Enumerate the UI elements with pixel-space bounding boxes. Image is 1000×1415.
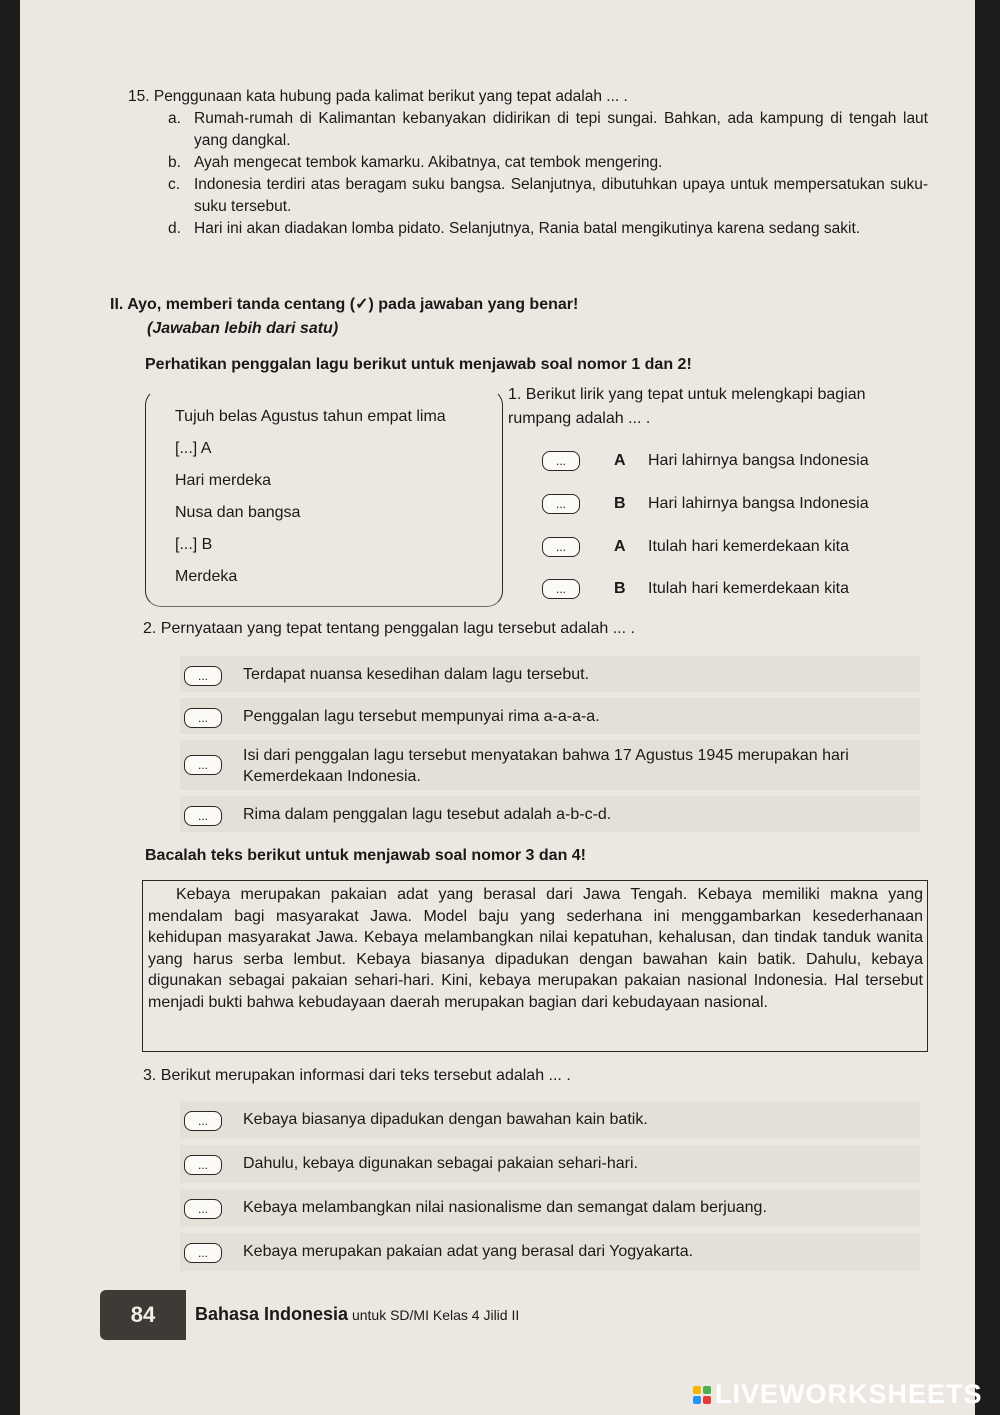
question-15-option-c: c. Indonesia terdiri atas beragam suku bangsa. Selanjutnya, dibutuhkan upaya untuk mempersatukan suku-suku tersebut. [168, 176, 928, 215]
answer-checkbox[interactable]: ... [542, 579, 580, 599]
answer-checkbox[interactable]: ... [184, 1111, 222, 1131]
option-text: Kebaya merupakan pakaian adat yang berasal dari Yogyakarta. [243, 1243, 694, 1260]
question-1-option [542, 451, 869, 471]
page-number: 84 [100, 1290, 186, 1340]
book-title: Bahasa Indonesia untuk SD/MI Kelas 4 Jilid II [195, 1304, 520, 1324]
option-letter: B [614, 580, 626, 597]
lyric-line: [...] A [175, 440, 212, 457]
question-15-option-d: d. Hari ini akan diadakan lomba pidato. Selanjutnya, Rania batal mengikutinya karena sedang sakit. [168, 220, 861, 237]
instruction-text: Bacalah teks berikut untuk menjawab soal nomor 3 dan 4! [145, 847, 587, 864]
answer-checkbox[interactable]: ... [184, 708, 222, 728]
question-2-option [184, 745, 919, 787]
lyric-line: Nusa dan bangsa [175, 504, 301, 521]
question-2-option [184, 706, 919, 728]
answer-checkbox[interactable]: ... [184, 1199, 222, 1219]
option-text: Penggalan lagu tersebut mempunyai rima a-a-a-a. [243, 708, 600, 725]
option-text: Hari lahirnya bangsa Indonesia [648, 452, 869, 469]
question-3-option [184, 1109, 919, 1131]
question-1-option [542, 579, 849, 599]
question-1-option [542, 537, 849, 557]
instruction-song: Perhatikan penggalan lagu berikut untuk menjawab soal nomor 1 dan 2! [145, 356, 692, 373]
question-3-option [184, 1241, 919, 1263]
option-text: Rima dalam penggalan lagu tesebut adalah a-b-c-d. [243, 806, 612, 823]
question-1-option [542, 494, 869, 514]
question-2-option [184, 664, 919, 686]
option-text: Kebaya biasanya dipadukan dengan bawahan kain batik. [243, 1111, 648, 1128]
question-3-text: 3. Berikut merupakan informasi dari teks tersebut adalah ... . [143, 1067, 571, 1084]
section-title: II. Ayo, memberi tanda centang (✓) pada jawaban yang benar! [110, 296, 579, 313]
answer-checkbox[interactable]: ... [184, 755, 222, 775]
option-text: Kebaya melambangkan nilai nasionalisme dan semangat dalam berjuang. [243, 1199, 767, 1216]
lyric-line: Merdeka [175, 568, 238, 585]
option-letter: B [614, 495, 626, 512]
answer-checkbox[interactable]: ... [542, 537, 580, 557]
option-text: Itulah hari kemerdekaan kita [648, 538, 849, 555]
option-letter: A [614, 538, 626, 555]
reading-passage: Kebaya merupakan pakaian adat yang berasal dari Jawa Tengah. Kebaya memiliki makna yang mendalam bagi masyarakat Jawa. Model baju yang sederhana ini menggambarkan kesederhanaan kehidupan masyarakat Jawa. Kebaya melambangkan nilai kepatuhan, kehalusan, dan tindak tanduk wanita yang harus serba lembut. Kebaya biasanya dipadukan dengan bawahan kain batik. Dahulu, kebaya digunakan sebagai pakaian sehari-hari. Kini, kebaya merupakan pakaian nasional Indonesia. Hal tersebut menjadi bukti bahwa kebudayaan daerah merupakan bagian dari kebudayaan nasional. [142, 880, 928, 1052]
answer-checkbox[interactable]: ... [184, 1155, 222, 1175]
option-text: Terdapat nuansa kesedihan dalam lagu tersebut. [243, 666, 590, 683]
option-letter: A [614, 452, 626, 469]
question-15-option-a: a. Rumah-rumah di Kalimantan kebanyakan didirikan di tepi sungai. Bahkan, ada kampung di tengah laut yang dangkal. [168, 110, 928, 149]
question-2-option [184, 804, 919, 826]
lyric-line: Hari merdeka [175, 472, 272, 489]
option-text: Itulah hari kemerdekaan kita [648, 580, 849, 597]
option-text: Isi dari penggalan lagu tersebut menyatakan bahwa 17 Agustus 1945 merupakan hari Kemerdekaan Indonesia. [243, 747, 849, 785]
section-subtitle: (Jawaban lebih dari satu) [147, 320, 339, 337]
answer-checkbox[interactable]: ... [184, 1243, 222, 1263]
liveworksheets-watermark: LIVEWORKSHEETS [693, 1379, 983, 1410]
question-2-text: 2. Pernyataan yang tepat tentang penggalan lagu tersebut adalah ... . [143, 620, 635, 637]
answer-checkbox[interactable]: ... [542, 451, 580, 471]
answer-checkbox[interactable]: ... [184, 666, 222, 686]
liveworksheets-logo-icon [693, 1386, 711, 1404]
question-3-option [184, 1153, 919, 1175]
option-text: Dahulu, kebaya digunakan sebagai pakaian sehari-hari. [243, 1155, 638, 1172]
question-15-text: 15. Penggunaan kata hubung pada kalimat berikut yang tepat adalah ... . [128, 88, 628, 105]
question-15 [128, 86, 928, 240]
question-1-text: 1. Berikut lirik yang tepat untuk melengkapi bagian rumpang adalah ... . [508, 386, 866, 427]
song-lyrics-box [145, 389, 503, 607]
option-text: Hari lahirnya bangsa Indonesia [648, 495, 869, 512]
question-3-option [184, 1197, 919, 1219]
lyric-line: [...] B [175, 536, 213, 553]
answer-checkbox[interactable]: ... [184, 806, 222, 826]
answer-checkbox[interactable]: ... [542, 494, 580, 514]
question-15-option-b: b. Ayah mengecat tembok kamarku. Akibatnya, cat tembok mengering. [168, 154, 663, 171]
lyric-line: Tujuh belas Agustus tahun empat lima [175, 408, 446, 425]
